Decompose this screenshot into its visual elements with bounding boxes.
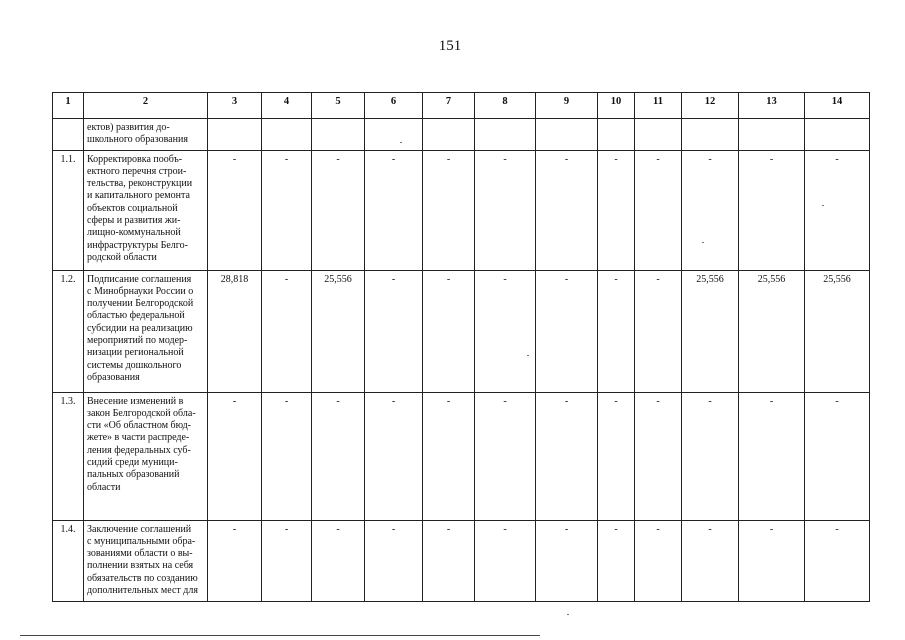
activity-description: Заключение соглашений с муниципальными обра- зованиями области о вы- полнении взятых на себя обязательств по созданию дополнительных мест для [84,520,208,601]
page-bottom-rule [20,635,540,636]
value-cell: - [365,520,423,601]
value-cell: - [423,150,475,270]
value-cell: - [805,392,870,520]
activity-description: Корректировка пообъ- ектного перечня строи- тельства, реконструкции и капитального ремонта объектов социальной сферы и развития жи- лищно-коммунальной инфраструктуры Белго- родской области [84,150,208,270]
value-cell: - [475,392,536,520]
table-row [53,119,870,151]
column-header: 1 [53,93,84,119]
value-cell: 28,818 [208,270,262,392]
scan-artifact [400,142,402,143]
value-cell: - [635,270,682,392]
column-header: 13 [739,93,805,119]
value-cell [805,119,870,151]
value-cell: - [739,392,805,520]
column-header: 9 [536,93,598,119]
table-header-row [53,93,870,119]
column-header: 3 [208,93,262,119]
value-cell [635,119,682,151]
value-cell: - [635,150,682,270]
value-cell: - [739,150,805,270]
activity-description: ектов) развития до- школьного образования [84,119,208,151]
column-header: 4 [262,93,312,119]
scan-artifact [527,355,529,356]
value-cell: - [635,520,682,601]
value-cell [739,119,805,151]
value-cell: - [208,392,262,520]
value-cell: - [475,150,536,270]
column-header: 10 [598,93,635,119]
value-cell: - [262,520,312,601]
column-header: 7 [423,93,475,119]
value-cell: - [598,270,635,392]
value-cell: - [536,520,598,601]
row-number: 1.2. [53,270,84,392]
value-cell: - [682,520,739,601]
value-cell: - [262,392,312,520]
value-cell [682,119,739,151]
value-cell [262,119,312,151]
value-cell: - [365,392,423,520]
value-cell: - [423,270,475,392]
value-cell: - [682,392,739,520]
row-number [53,119,84,151]
row-number: 1.1. [53,150,84,270]
value-cell: - [805,150,870,270]
activity-description: Подписание соглашения с Минобрнауки России о получении Белгородской областью федеральной субсидии на реализацию мероприятий по модер- низации региональной системы дошкольного образования [84,270,208,392]
column-header: 6 [365,93,423,119]
scan-artifact [822,205,824,206]
value-cell: - [536,150,598,270]
value-cell: - [682,150,739,270]
value-cell: - [262,270,312,392]
column-header: 8 [475,93,536,119]
table-row [53,392,870,520]
value-cell: - [365,270,423,392]
value-cell [423,119,475,151]
value-cell: - [635,392,682,520]
value-cell: - [423,392,475,520]
value-cell: - [208,150,262,270]
value-cell: - [312,392,365,520]
row-number: 1.4. [53,520,84,601]
column-header: 14 [805,93,870,119]
value-cell: 25,556 [805,270,870,392]
column-header: 11 [635,93,682,119]
value-cell [312,119,365,151]
value-cell: - [312,150,365,270]
value-cell: 25,556 [312,270,365,392]
value-cell: - [536,392,598,520]
table-row [53,270,870,392]
table-row [53,520,870,601]
column-header: 5 [312,93,365,119]
value-cell: 25,556 [739,270,805,392]
scan-artifact [567,614,569,615]
row-number: 1.3. [53,392,84,520]
value-cell [598,119,635,151]
value-cell: - [475,270,536,392]
page-number: 151 [438,38,462,54]
value-cell [475,119,536,151]
program-table [52,92,870,602]
value-cell: - [739,520,805,601]
table-row [53,150,870,270]
value-cell: - [208,520,262,601]
column-header: 2 [84,93,208,119]
column-header: 12 [682,93,739,119]
value-cell: - [312,520,365,601]
value-cell: - [365,150,423,270]
value-cell: - [598,520,635,601]
scan-artifact [702,242,704,243]
value-cell: - [262,150,312,270]
value-cell: - [598,150,635,270]
value-cell: - [805,520,870,601]
value-cell: - [475,520,536,601]
activity-description: Внесение изменений в закон Белгородской обла- сти «Об областном бюд- жете» в части распреде- ления федеральных суб- сидий среди муници- пальных образований области [84,392,208,520]
value-cell [365,119,423,151]
value-cell: - [423,520,475,601]
value-cell [208,119,262,151]
value-cell: - [536,270,598,392]
value-cell: 25,556 [682,270,739,392]
value-cell [536,119,598,151]
value-cell: - [598,392,635,520]
